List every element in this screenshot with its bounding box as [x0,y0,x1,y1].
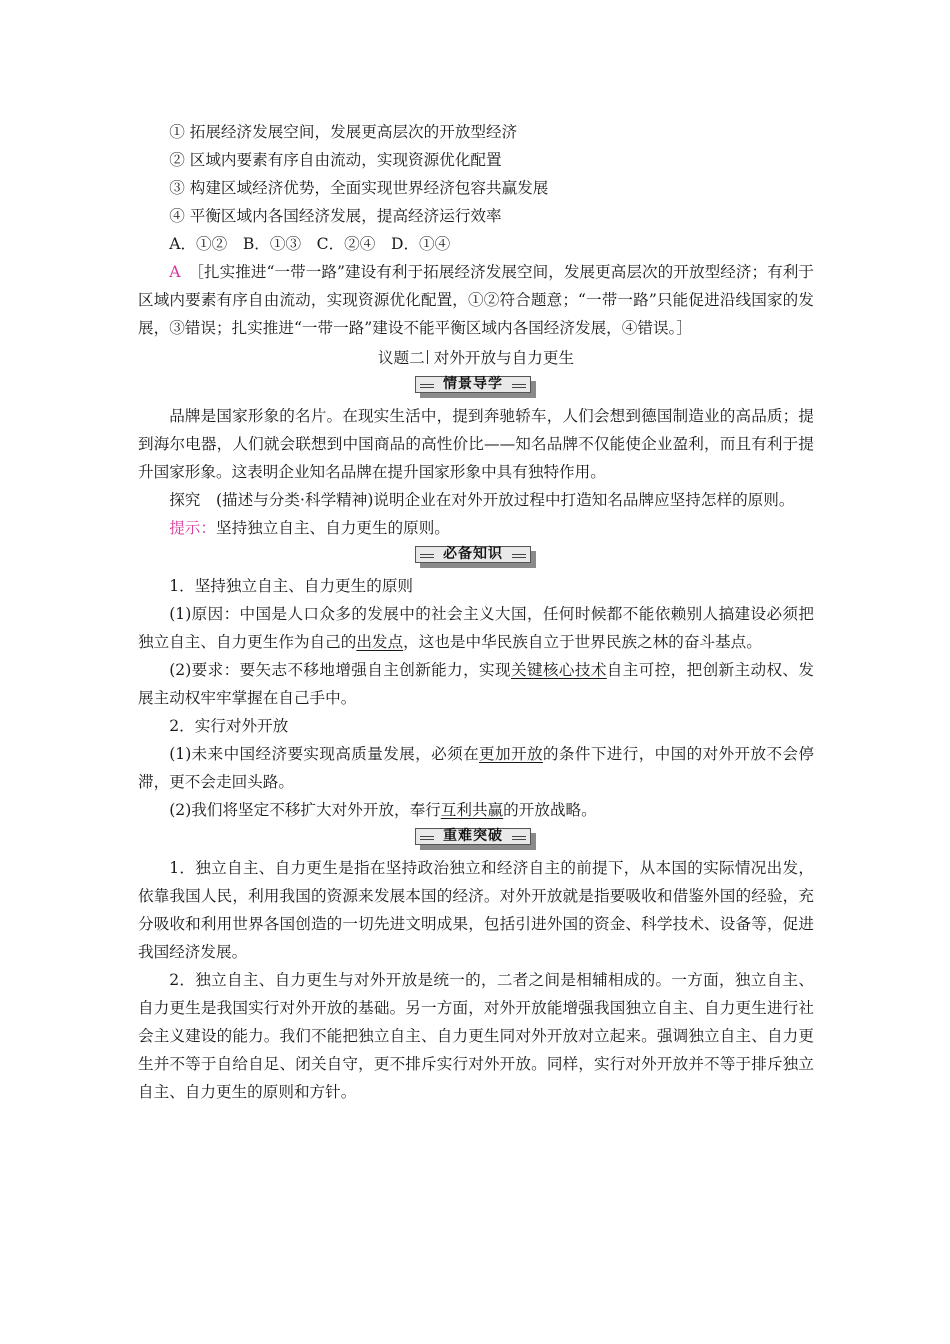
key-term: 互利共赢 [440,801,504,819]
option-2: ② 区域内要素有序自由流动，实现资源优化配置 [169,151,502,169]
knowledge-point-3: (1)未来中国经济要实现高质量发展，必须在更加开放的条件下进行，中国的对外开放不会停滞，更不会走回头路。 [138,745,814,791]
option-4: ④ 平衡区域内各国经济发展，提高经济运行效率 [169,207,502,225]
knowledge-heading-2: 2．实行对外开放 [169,717,289,735]
breakthrough-banner [138,828,814,850]
answer-letter: A [169,263,181,281]
answer-explanation [138,258,814,342]
breakthrough-point-1: 1．独立自主、自力更生是指在坚持政治独立和经济自主的前提下，从本国的实际情况出发，依靠我国人民，利用我国的资源来发展本国的经济。对外开放就是指要吸收和借鉴外国的经验，充分吸收和利用世界各国创造的一切先进文明成果，包括引进外国的资金、科学技术、设备等，促进我国经济发展。 [138,859,814,961]
document-page [138,118,814,1106]
knowledge-banner-label: 必备知识 [443,546,503,562]
key-term: 关键核心技术 [510,661,607,679]
explore-question: 探究 (描述与分类·科学精神)说明企业在对外开放过程中打造知名品牌应坚持怎样的原则。 [169,491,795,509]
topic-label: 议题二 [377,349,425,367]
breakthrough-point-2: 2．独立自主、自力更生与对外开放是统一的，二者之间是相辅相成的。一方面，独立自主、自力更生是我国实行对外开放的基础。另一方面，对外开放能增强我国独立自主、自力更生进行社会主义建设的能力。我们不能把独立自主、自力更生同对外开放对立起来。强调独立自主、自力更生并不等于自给自足、闭关自守，更不排斥实行对外开放。同样，实行对外开放并不等于排斥独立自主、自力更生的原则和方针。 [138,971,814,1101]
knowledge-point-1: (1)原因：中国是人口众多的发展中的社会主义大国，任何时候都不能依赖别人搞建设必须把独立自主、自力更生作为自己的出发点，这也是中华民族自立于世界民族之林的奋斗基点。 [138,605,814,651]
topic-divider [427,350,428,364]
answer-text: ［扎实推进“一带一路”建设有利于拓展经济发展空间，发展更高层次的开放型经济；有利于区域内要素有序自由流动，实现资源优化配置，①②符合题意；“一带一路”只能促进沿线国家的发展，③错误；扎实推进“一带一路”建设不能平衡区域内各国经济发展，④错误。］ [138,263,814,337]
option-3: ③ 构建区域经济优势，全面实现世界经济包容共赢发展 [169,179,549,197]
hint [138,514,814,542]
scenario-text: 品牌是国家形象的名片。在现实生活中，提到奔驰轿车，人们会想到德国制造业的高品质；提到海尔电器，人们就会联想到中国商品的高性价比——知名品牌不仅能使企业盈利，而且有利于提升国家形象。这表明企业知名品牌在提升国家形象中具有独特作用。 [138,407,814,481]
option-1: ① 拓展经济发展空间，发展更高层次的开放型经济 [169,123,518,141]
topic-heading [138,344,814,372]
breakthrough-banner-label: 重难突破 [443,828,503,844]
knowledge-point-4: (2)我们将坚定不移扩大对外开放，奉行互利共赢的开放战略。 [169,801,597,819]
hint-text: 坚持独立自主、自力更生的原则。 [215,519,450,537]
knowledge-heading-1: 1．坚持独立自主、自力更生的原则 [169,577,414,595]
scenario-banner-label: 情景导学 [443,376,503,392]
scenario-banner [138,376,814,398]
topic-title: 对外开放与自力更生 [433,349,575,367]
key-term: 出发点 [356,633,404,651]
hint-label: 提示： [169,519,216,537]
answer-choices: A．①② B．①③ C．②④ D．①④ [169,235,451,253]
key-term: 更加开放 [479,745,543,763]
knowledge-banner [138,546,814,568]
knowledge-point-2: (2)要求：要矢志不移地增强自主创新能力，实现关键核心技术自主可控，把创新主动权、发展主动权牢牢掌握在自己手中。 [138,661,814,707]
